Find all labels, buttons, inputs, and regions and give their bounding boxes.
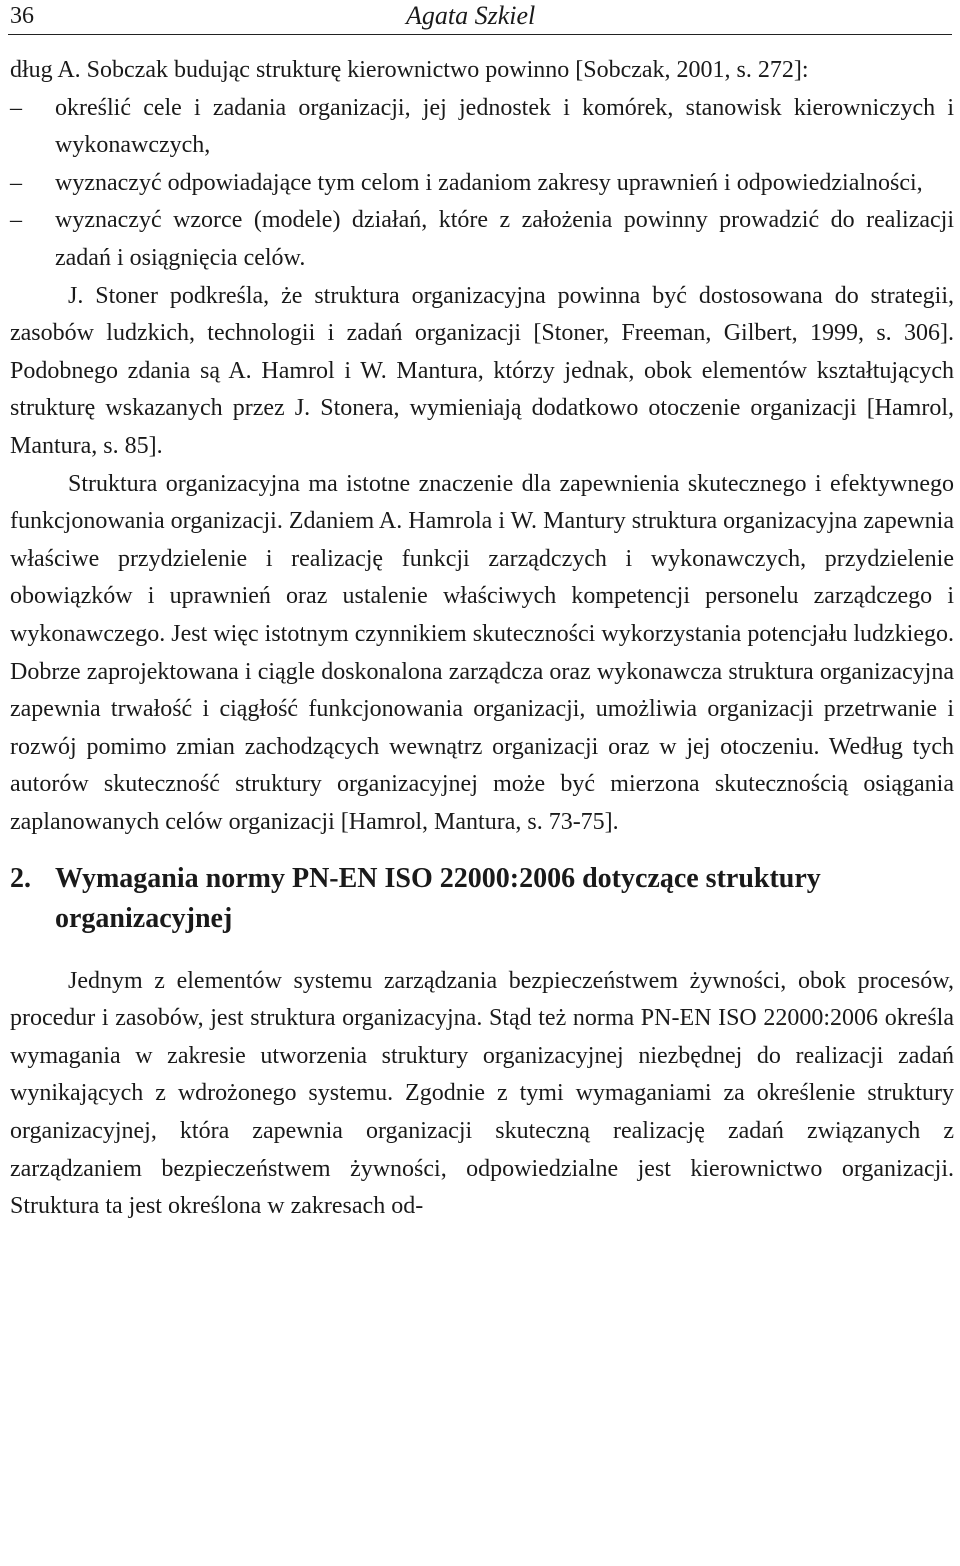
list-item-text: wyznaczyć odpowiadające tym celom i zadaniom zakresy uprawnień i odpowiedzialności,	[55, 169, 923, 196]
dash-icon: –	[10, 169, 22, 196]
page-header	[8, 0, 952, 35]
page-body	[10, 52, 954, 1226]
intro-paragraph: dług A. Sobczak budując strukturę kierownictwo powinno [Sobczak, 2001, s. 272]:	[10, 57, 809, 83]
list-item	[10, 202, 954, 277]
bullet-list	[10, 90, 954, 278]
section-paragraph: Jednym z elementów systemu zarządzania bezpieczeństwem żywności, obok procesów, procedur i zasobów, jest struktura organizacyjna. Stąd też norma PN-EN ISO 22000:2006 określa wymagania w zakresie utworzenia struktury organizacyjnej niezbędnej do realizacji zadań wynikających z wdrożonego systemu. Zgodnie z tymi wymaganiami za określenie struktury organizacyjnej, która zapewnia organizacji skuteczną realizację zadań związanych z zarządzaniem bezpieczeństwem żywności, odpowiedzialne jest kierownictwo organizacji. Struktura ta jest określona w zakresach od-	[10, 967, 954, 1220]
list-item	[10, 90, 954, 165]
dash-icon: –	[10, 207, 22, 234]
body-paragraph: Struktura organizacyjna ma istotne znaczenie dla zapewnienia skutecznego i efektywnego funkcjonowania organizacji. Zdaniem A. Hamrola i W. Mantury struktura organizacyjna zapewnia właściwe przydzielenie i realizację funkcji zarządczych i wykonawczych, przydzielenie obowiązków i uprawnień oraz ustalenie właściwych kompetencji personelu zarządczego i wykonawczego. Jest więc istotnym czynnikiem skuteczności wykorzystania potencjału ludzkiego. Dobrze zaprojektowana i ciągle doskonalona zarządcza oraz wykonawcza struktura organizacyjna zapewnia trwałość i ciągłość funkcjonowania organizacji, umożliwia organizacji przetrwanie i rozwój pomimo zmian zachodzących wewnątrz organizacji oraz w jej otoczeniu. Według tych autorów skuteczność struktury organizacyjnej może być mierzona skutecznością osiągania zaplanowanych celów organizacji [Hamrol, Mantura, s. 73-75].	[10, 470, 954, 835]
dash-icon: –	[10, 94, 22, 121]
body-paragraph: J. Stoner podkreśla, że struktura organizacyjna powinna być dostosowana do strategii, zasobów ludzkich, technologii i zadań organizacji [Stoner, Freeman, Gilbert, 1999, s. 306]. Podobnego zdania są A. Hamrol i W. Mantura, którzy jednak, obok elementów kształtujących strukturę wskazanych przez J. Stonera, wymieniają dodatkowo otoczenie organizacji [Hamrol, Mantura, s. 85].	[10, 282, 954, 459]
section-title: Wymagania normy PN-EN ISO 22000:2006 dotyczące struktury organizacyjnej	[55, 863, 821, 935]
section-number: 2.	[10, 863, 31, 895]
page-number: 36	[10, 3, 34, 29]
running-head-author: Agata Szkiel	[406, 1, 536, 30]
list-item	[10, 165, 954, 203]
list-item-text: określić cele i zadania organizacji, jej jednostek i komórek, stanowisk kierowniczych i wykonawczych,	[55, 94, 954, 159]
section-heading	[10, 859, 954, 939]
list-item-text: wyznaczyć wzorce (modele) działań, które z założenia powinny prowadzić do realizacji zadań i osiągnięcia celów.	[55, 207, 954, 271]
